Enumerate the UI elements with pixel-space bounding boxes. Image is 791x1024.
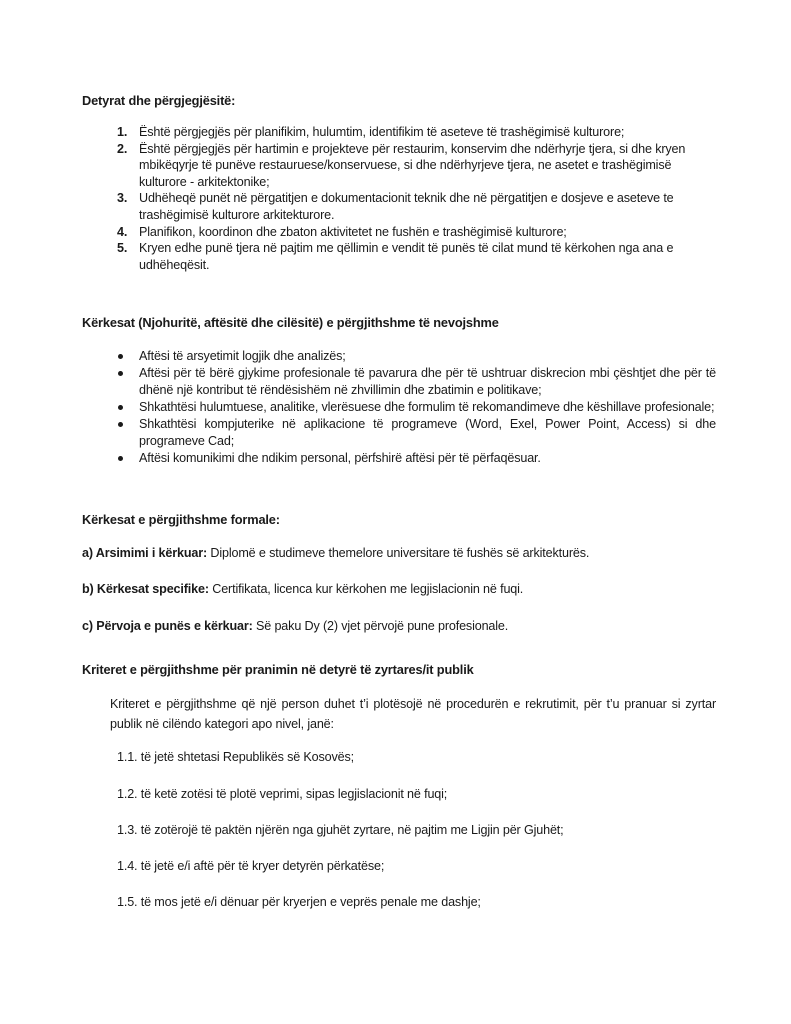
- specific-label: b) Kërkesat specifike:: [82, 582, 209, 596]
- list-item: [110, 348, 716, 365]
- requirements-list: [110, 348, 716, 467]
- criteria-intro: Kriteret e përgjithshme që një person duhet t’i plotësojë në procedurën e rekrutimit, për t’u pranuar si zyrtar publik në cilëndo kategori apo nivel, janë:: [110, 697, 716, 731]
- list-item: [110, 450, 716, 467]
- list-number: 3.: [117, 191, 128, 206]
- criteria-heading: Kriteret e përgjithshme për pranimin në detyrë të zyrtares/it publik: [82, 662, 474, 677]
- bullet-icon: [118, 422, 123, 427]
- requirements-heading: Kërkesat (Njohuritë, aftësitë dhe cilësitë) e përgjithshme të nevojshme: [82, 315, 499, 330]
- bullet-icon: [118, 456, 123, 461]
- education-requirement: [82, 546, 722, 560]
- list-number: 5.: [117, 241, 128, 256]
- specific-value: Certifikata, licenca kur kërkohen me legjislacionin në fuqi.: [208, 582, 524, 596]
- list-number: 4.: [117, 224, 128, 239]
- experience-value: Së paku Dy (2) vjet përvojë pune profesionale.: [252, 619, 509, 633]
- list-item: [110, 365, 716, 399]
- list-item: [110, 190, 718, 223]
- list-item: [110, 416, 716, 450]
- list-item-text: Planifikon, koordinon dhe zbaton aktivitetet ne fushën e trashëgimisë kulturore;: [139, 224, 567, 239]
- list-item: [110, 224, 718, 241]
- experience-label: c) Përvoja e punës e kërkuar:: [82, 619, 253, 633]
- list-item-text: Aftësi të arsyetimit logjik dhe analizës;: [139, 349, 346, 363]
- education-value: Diplomë e studimeve themelore universitare të fushës së arkitekturës.: [207, 546, 590, 560]
- list-item-text: Shkathtësi hulumtuese, analitike, vlerësuese dhe formulim të rekomandimeve dhe këshillave profesionale;: [139, 400, 715, 414]
- bullet-icon: [118, 371, 123, 376]
- education-label: a) Arsimimi i kërkuar:: [82, 546, 208, 560]
- criteria-item: 1.3. të zotërojë të paktën njërën nga gjuhët zyrtare, në pajtim me Ligjin për Gjuhët;: [117, 823, 564, 837]
- duties-list: [110, 124, 718, 273]
- list-number: 1.: [117, 125, 128, 139]
- list-item: [110, 124, 718, 141]
- list-item-text: Shkathtësi kompjuterike në aplikacione të programeve (Word, Exel, Power Point, Access) si dhe programeve Cad;: [139, 417, 716, 448]
- list-item-text: Është përgjegjës për hartimin e projekteve për restaurim, konservim dhe ndërhyrje tjera, si dhe kryen mbikëqyrje të punëve restauruese/konservuese, si dhe ndërhyrjeve tjera, ne asetet e trashëgimisë kulturore - arkitektonike;: [139, 141, 686, 189]
- list-item-text: Aftësi komunikimi dhe ndikim personal, përfshirë aftësi për të përfaqësuar.: [139, 451, 541, 465]
- duties-heading: Detyrat dhe përgjegjësitë:: [82, 93, 236, 108]
- list-item: [110, 399, 716, 416]
- bullet-icon: [118, 405, 123, 410]
- specific-requirement: [82, 582, 722, 596]
- list-item-text: Kryen edhe punë tjera në pajtim me qëllimin e vendit të punës të cilat mund të kërkohen nga ana e udhëheqësit.: [139, 241, 674, 272]
- formal-heading: Kërkesat e përgjithshme formale:: [82, 512, 280, 527]
- criteria-item: 1.4. të jetë e/i aftë për të kryer detyrën përkatëse;: [117, 859, 385, 873]
- bullet-icon: [118, 354, 123, 359]
- experience-requirement: [82, 619, 722, 633]
- list-item-text: Aftësi për të bërë gjykime profesionale të pavarura dhe për të ushtruar diskrecion mbi çështjet dhe për të dhënë një kontribut të rëndësishëm në zhvillimin dhe zbatimin e politikave;: [139, 366, 716, 397]
- list-item: [110, 240, 718, 273]
- list-number: 2.: [117, 141, 128, 156]
- list-item: [110, 141, 718, 191]
- criteria-item: 1.2. të ketë zotësi të plotë veprimi, sipas legjislacionit në fuqi;: [117, 787, 448, 801]
- list-item-text: Udhëheqë punët në përgatitjen e dokumentacionit teknik dhe në përgatitjen e dosjeve e aseteve te trashëgimisë kulturore arkitekturore.: [139, 191, 674, 222]
- criteria-item: 1.1. të jetë shtetasi Republikës së Kosovës;: [117, 750, 355, 764]
- list-item-text: Është përgjegjës për planifikim, hulumtim, identifikim të aseteve të trashëgimisë kulturore;: [139, 125, 625, 139]
- criteria-item: 1.5. të mos jetë e/i dënuar për kryerjen e veprës penale me dashje;: [117, 895, 481, 909]
